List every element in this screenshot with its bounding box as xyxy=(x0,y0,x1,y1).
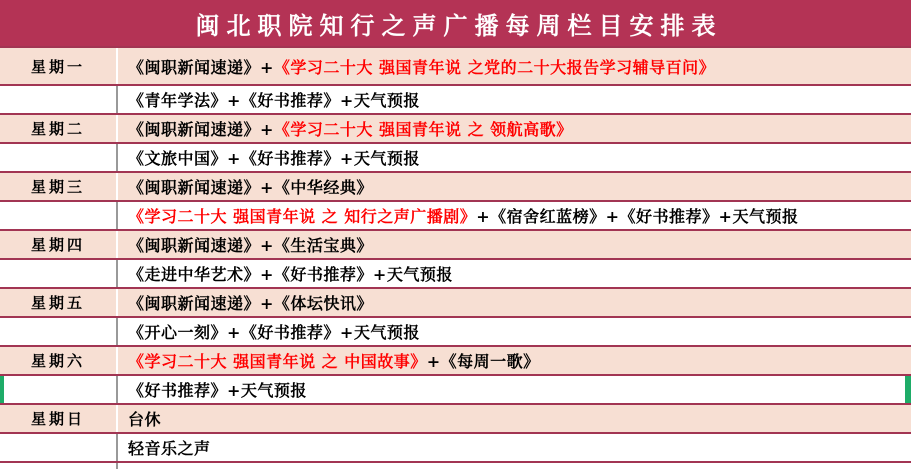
table-row-selected xyxy=(0,374,911,403)
program-text-red: 《学习二十大 强国青年说 之 中国故事》 xyxy=(128,352,427,371)
schedule-rows xyxy=(0,46,911,469)
program-text-red: 《学习二十大 强国青年说 之 领航高歌》 xyxy=(273,120,573,139)
day-cell[interactable] xyxy=(0,144,118,171)
day-cell[interactable]: 星期二 xyxy=(0,115,118,142)
program-text-red: 《学习二十大 强国青年说 之 知行之声广播剧》 xyxy=(128,207,477,226)
program-text-black: 《走进中华艺术》+《好书推荐》+天气预报 xyxy=(128,265,453,284)
program-text-black: 《文旅中国》+《好书推荐》+天气预报 xyxy=(128,149,420,168)
day-cell[interactable]: 星期一 xyxy=(0,48,118,84)
table-row xyxy=(0,113,911,142)
table-row xyxy=(0,142,911,171)
table-row xyxy=(0,287,911,316)
day-cell[interactable] xyxy=(0,260,118,287)
program-cell[interactable] xyxy=(118,405,911,432)
day-cell[interactable]: 星期三 xyxy=(0,173,118,200)
table-row xyxy=(0,84,911,113)
table-row xyxy=(0,345,911,374)
day-cell[interactable]: 星期六 xyxy=(0,347,118,374)
program-text-black: 《开心一刻》+《好书推荐》+天气预报 xyxy=(128,323,420,342)
table-row xyxy=(0,200,911,229)
program-text-black: 《好书推荐》+天气预报 xyxy=(128,381,307,400)
table-row xyxy=(0,403,911,432)
program-text-black: 《闽职新闻速递》+ xyxy=(128,57,274,77)
program-cell[interactable] xyxy=(118,86,911,113)
day-cell[interactable] xyxy=(0,318,118,345)
table-row xyxy=(0,258,911,287)
program-text-black: +《宿舍红蓝榜》+《好书推荐》+天气预报 xyxy=(476,207,799,226)
program-cell[interactable] xyxy=(118,347,911,374)
program-cell[interactable] xyxy=(118,48,911,84)
day-cell[interactable] xyxy=(0,86,118,113)
program-text-red: 《学习二十大 强国青年说 之党的二十大报告学习辅导百问》 xyxy=(273,57,716,77)
program-cell[interactable] xyxy=(118,144,911,171)
day-cell[interactable] xyxy=(0,434,118,461)
day-cell[interactable] xyxy=(0,202,118,229)
program-cell[interactable] xyxy=(118,173,911,200)
program-cell[interactable] xyxy=(118,260,911,287)
table-row xyxy=(0,461,911,469)
table-row xyxy=(0,46,911,84)
program-cell[interactable] xyxy=(118,289,911,316)
program-text-black: 轻音乐之声 xyxy=(128,439,211,458)
program-text-black: 《闽职新闻速递》+《生活宝典》 xyxy=(128,236,373,255)
program-text-black: 《青年学法》+《好书推荐》+天气预报 xyxy=(128,91,420,110)
day-cell[interactable]: 星期五 xyxy=(0,289,118,316)
program-text-black: 《闽职新闻速递》+《体坛快讯》 xyxy=(128,294,373,313)
table-row xyxy=(0,171,911,200)
program-text-black: 《闽职新闻速递》+ xyxy=(128,120,274,139)
program-cell[interactable] xyxy=(118,231,911,258)
table-title-cell[interactable] xyxy=(0,0,911,46)
page-title: 闽北职院知行之声广播每周栏目安排表 xyxy=(195,10,723,40)
day-cell[interactable]: 星期四 xyxy=(0,231,118,258)
day-cell[interactable] xyxy=(0,376,118,403)
table-row xyxy=(0,432,911,461)
program-cell[interactable] xyxy=(118,318,911,345)
table-row xyxy=(0,316,911,345)
program-cell[interactable] xyxy=(118,376,911,403)
program-cell[interactable] xyxy=(118,115,911,142)
table-row xyxy=(0,229,911,258)
program-text-black: 台休 xyxy=(128,410,162,429)
program-cell[interactable] xyxy=(118,434,911,461)
program-cell[interactable] xyxy=(118,202,911,229)
program-text-black: +《每周一歌》 xyxy=(426,352,540,371)
program-text-black: 《闽职新闻速递》+《中华经典》 xyxy=(128,178,373,197)
day-cell[interactable]: 星期日 xyxy=(0,405,118,432)
